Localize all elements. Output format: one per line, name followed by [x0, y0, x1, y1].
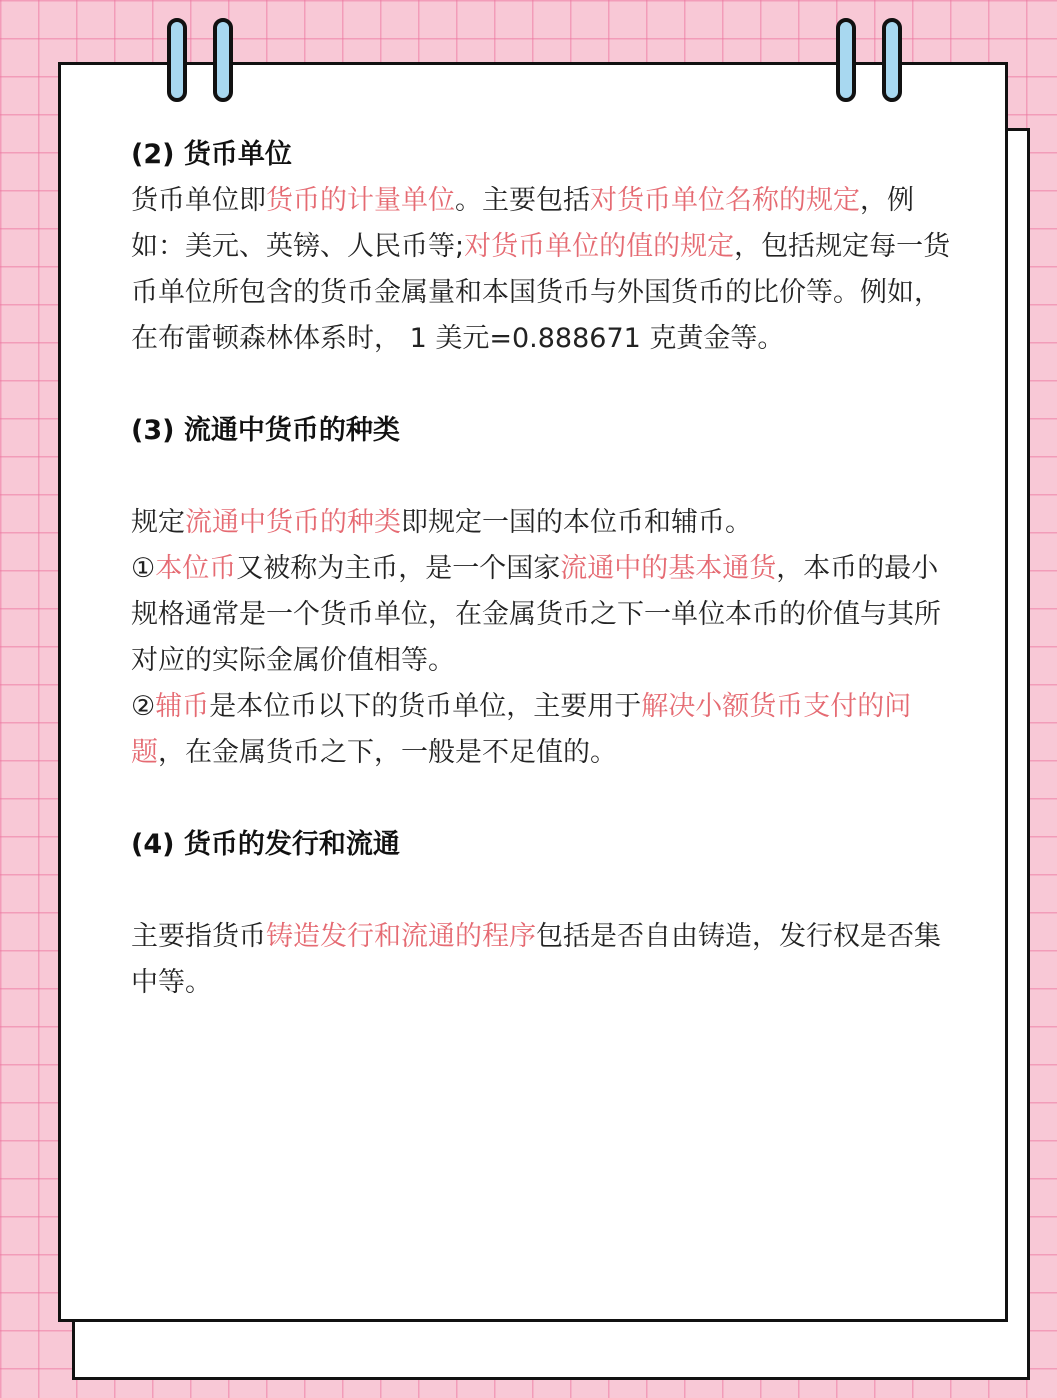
highlight-text: 铸造发行和流通的程序	[266, 921, 536, 952]
binder-ring-left-1	[167, 18, 187, 102]
binder-ring-right-2	[882, 18, 902, 102]
note-content	[131, 132, 951, 1006]
text: ，包括规定每一货币单位所包含的货币金属量和本国货币与外国货币的比价等。例如，在布雷顿森林体系时， 1 美元=0.888671 克黄金等。	[131, 231, 951, 354]
circled-number: ②	[131, 691, 156, 722]
highlight-text: 流通中货币的种类	[185, 507, 401, 538]
highlight-text: 解决小额货币支付的问题	[131, 691, 912, 768]
text: ，本币的最小规格通常是一个货币单位，在金属货币之下一单位本币的价值与其所对应的实际金属价值相等。	[131, 553, 941, 676]
section2-heading: (2) 货币单位	[131, 139, 292, 170]
section2-paragraph	[131, 178, 951, 362]
text: 即规定一国的本位币和辅币。	[401, 507, 752, 538]
binder-ring-right-1	[836, 18, 856, 102]
circled-number: ①	[131, 553, 156, 584]
highlight-text: 流通中的基本通货	[560, 553, 777, 584]
highlight-text: 对货币单位名称的规定	[590, 185, 860, 216]
text: 规定	[131, 507, 185, 538]
text: ，例如：美元、英镑、人民币等;	[131, 185, 914, 262]
section4-heading: (4) 货币的发行和流通	[131, 829, 400, 860]
section3-paragraph-3	[131, 684, 951, 776]
section4-paragraph	[131, 914, 951, 1006]
text: 货币单位即	[131, 185, 266, 216]
section3-heading: (3) 流通中货币的种类	[131, 415, 400, 446]
text: 主要指货币	[131, 921, 266, 952]
text: 是本位币以下的货币单位，主要用于	[209, 691, 642, 722]
text: ，在金属货币之下，一般是不足值的。	[158, 737, 617, 768]
section3-paragraph-2	[131, 546, 951, 684]
highlight-text: 本位币	[155, 553, 237, 584]
highlight-text: 对货币单位的值的规定	[464, 231, 735, 262]
binder-ring-left-2	[213, 18, 233, 102]
highlight-text: 辅币	[155, 691, 210, 722]
text: 。主要包括	[455, 185, 590, 216]
highlight-text: 货币的计量单位	[266, 185, 455, 216]
text: 包括是否自由铸造，发行权是否集中等。	[131, 921, 941, 998]
section3-paragraph-1	[131, 500, 951, 546]
text: 又被称为主币，是一个国家	[236, 553, 561, 584]
